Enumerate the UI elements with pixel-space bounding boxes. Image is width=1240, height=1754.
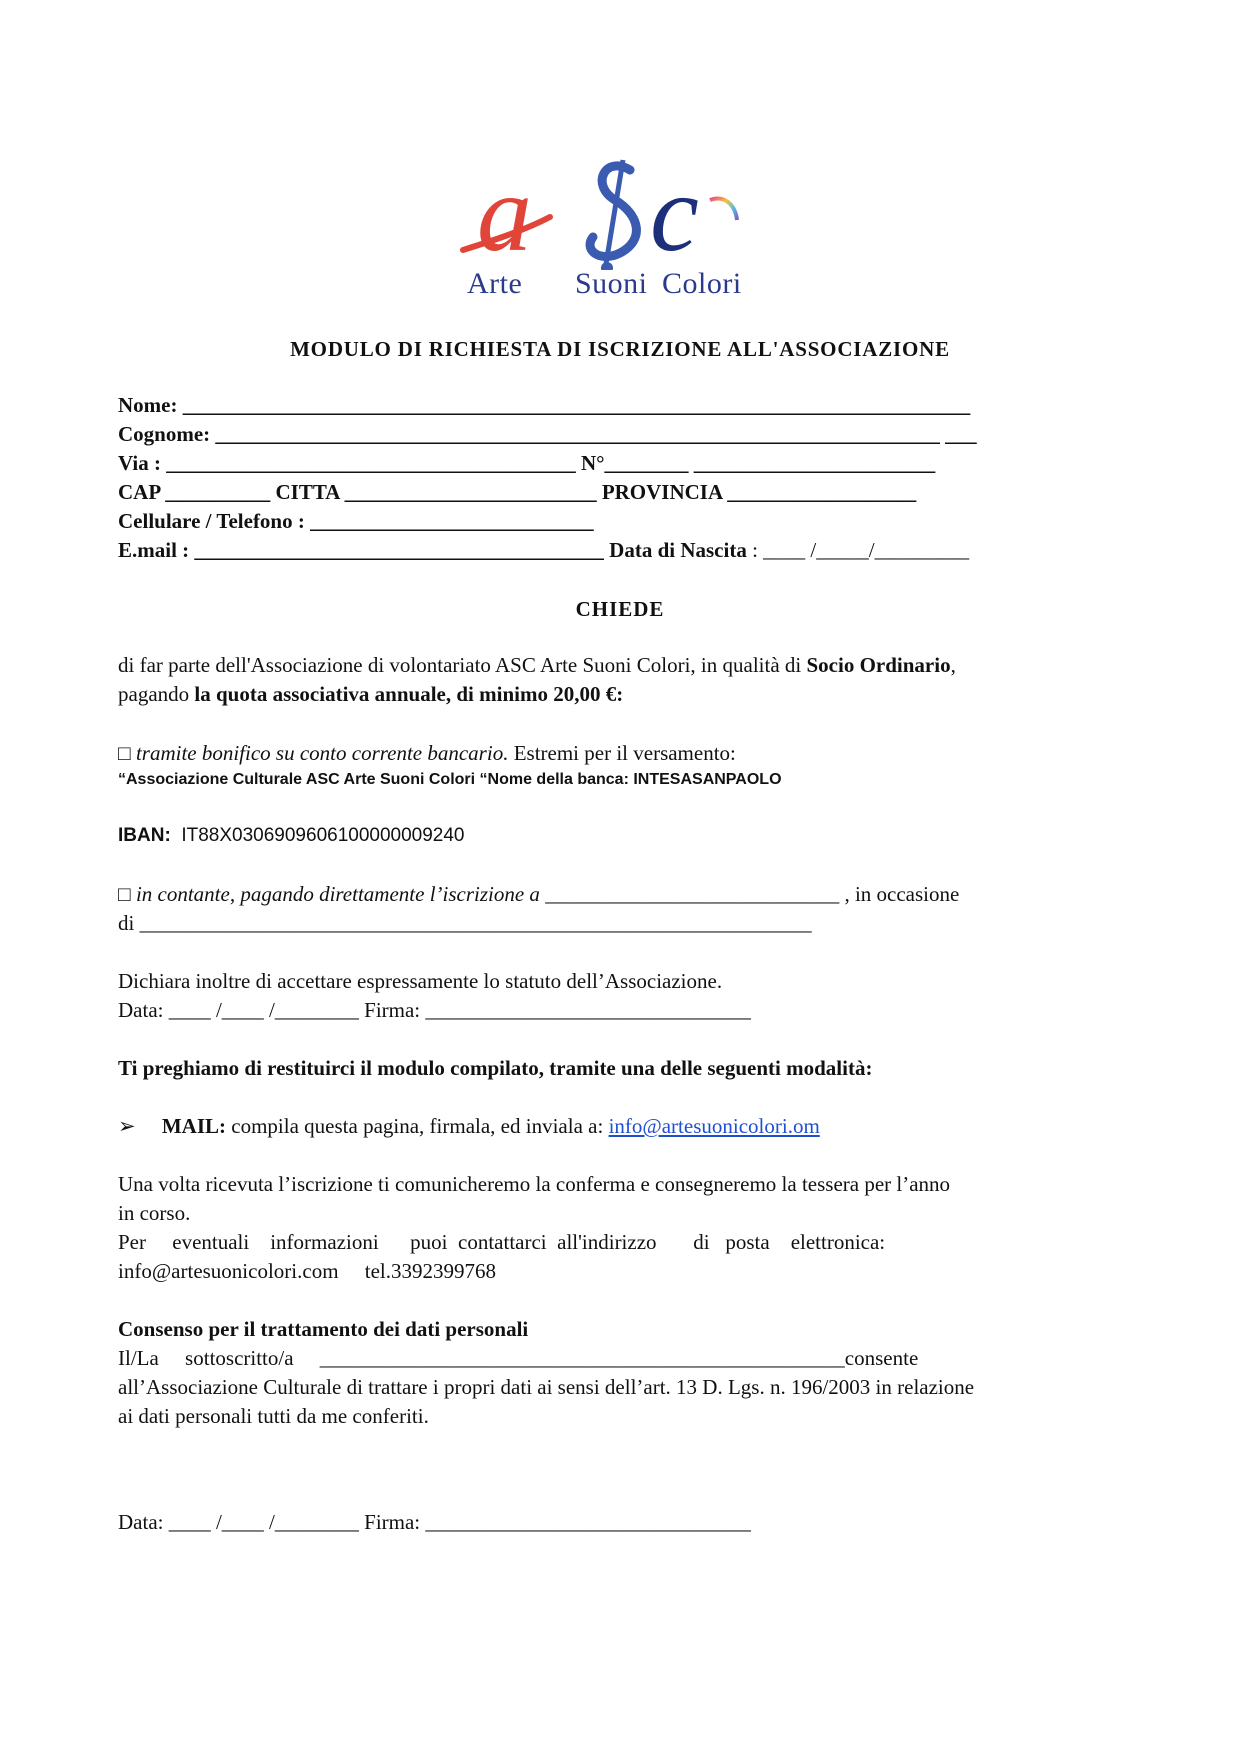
info-line-2: info@artesuonicolori.com tel.3392399768: [118, 1259, 497, 1283]
iban-row: [118, 825, 465, 847]
contante-checkbox[interactable]: □: [118, 882, 136, 906]
email-field[interactable]: E.mail : _______________________________________: [118, 538, 604, 562]
consenso-line-1[interactable]: Il/La sottoscritto/a __________________________________________________consente: [118, 1346, 919, 1370]
asc-logo: [455, 145, 785, 305]
mail-option: [118, 1114, 820, 1139]
contante-option[interactable]: [118, 882, 959, 907]
nascita-field[interactable]: : ____ /_____/_________: [746, 538, 970, 562]
data-firma-field-2[interactable]: Data: ____ /____ /________ Firma: _______________________________: [118, 1510, 751, 1534]
bonifico-option[interactable]: [118, 741, 736, 766]
consenso-title: Consenso per il trattamento dei dati personali: [118, 1317, 529, 1341]
svg-text:a: a: [477, 152, 532, 270]
provincia-label: PROVINCIA: [601, 480, 722, 504]
contante-label: in contante, pagando direttamente l’iscrizione a: [135, 882, 540, 906]
nascita-label: Data di Nascita: [603, 538, 747, 562]
request-text: di far parte dell'Associazione di volontariato ASC Arte Suoni Colori, in qualità di: [118, 653, 807, 677]
nome-field[interactable]: Nome: ___________________________________________________________________________: [118, 393, 971, 417]
cognome-field[interactable]: Cognome: _____________________________________________________________________ ___: [118, 422, 977, 446]
request-line-2: [118, 682, 623, 707]
cellulare-field[interactable]: Cellulare / Telefono : ___________________________: [118, 509, 594, 533]
request-line-1: [118, 653, 956, 678]
consenso-line-2: all’Associazione Culturale di trattare i propri dati ai sensi dell’art. 13 D. Lgs. n. 196/2003 in relazione: [118, 1375, 975, 1399]
bank-details: “Associazione Culturale ASC Arte Suoni Colori “Nome della banca: INTESASANPAOLO: [118, 771, 782, 788]
cap-label: CAP: [118, 480, 160, 504]
citta-label: CITTA: [275, 480, 340, 504]
conferma-line-1: Una volta ricevuta l’iscrizione ti comunicheremo la conferma e consegneremo la tessera per l’anno: [118, 1172, 951, 1196]
socio-ordinario: Socio Ordinario: [806, 653, 951, 677]
bonifico-checkbox[interactable]: □: [118, 741, 136, 765]
iban-value: IT88X0306909606100000009240: [170, 825, 465, 846]
svg-text:c: c: [650, 152, 699, 270]
page-title: MODULO DI RICHIESTA DI ISCRIZIONE ALL'ASSOCIAZIONE: [290, 337, 950, 361]
provincia-field[interactable]: __________________: [722, 480, 917, 504]
conferma-line-2: in corso.: [118, 1201, 191, 1225]
occasione-text: , in occasione: [844, 882, 960, 906]
email-nascita-row: [118, 538, 969, 563]
mail-instructions: compila questa pagina, firmala, ed inviala a:: [226, 1114, 609, 1138]
via-field[interactable]: Via : _______________________________________ N°________ _______________________: [118, 451, 936, 475]
bonifico-estremi: Estremi per il versamento:: [508, 741, 736, 765]
logo-word-arte: Arte: [467, 267, 523, 300]
asc-monogram-icon: [455, 145, 785, 270]
mail-link[interactable]: info@artesuonicolori.om: [608, 1114, 820, 1138]
bullet-arrow-icon: ➢: [118, 1115, 136, 1138]
info-line-1: Per eventuali informazioni puoi contattarci all'indirizzo di posta elettronica:: [118, 1230, 886, 1254]
cap-field[interactable]: __________: [160, 480, 276, 504]
cap-citta-provincia-row: [118, 480, 916, 505]
logo-word-suoni: Suoni: [575, 267, 648, 300]
citta-field[interactable]: ________________________: [339, 480, 602, 504]
logo-word-colori: Colori: [662, 267, 742, 300]
consenso-line-3: ai dati personali tutti da me conferiti.: [118, 1404, 429, 1428]
restituire-text: Ti preghiamo di restituirci il modulo compilato, tramite una delle seguenti modalità:: [118, 1056, 873, 1080]
request-pagando: pagando: [118, 682, 195, 706]
dichiara-text: Dichiara inoltre di accettare espressamente lo statuto dell’Associazione.: [118, 969, 723, 993]
data-firma-field-1[interactable]: Data: ____ /____ /________ Firma: _______________________________: [118, 998, 751, 1022]
bonifico-label: tramite bonifico su conto corrente bancario.: [135, 741, 509, 765]
quota-text: la quota associativa annuale, di minimo 20,00 €:: [194, 682, 624, 706]
chiede-heading: CHIEDE: [575, 597, 665, 621]
mail-label: MAIL:: [161, 1114, 227, 1138]
occasione-field[interactable]: di ________________________________________________________________: [118, 911, 812, 935]
request-comma: ,: [950, 653, 956, 677]
contante-field[interactable]: ____________________________: [539, 882, 845, 906]
iban-label: IBAN:: [118, 825, 171, 846]
